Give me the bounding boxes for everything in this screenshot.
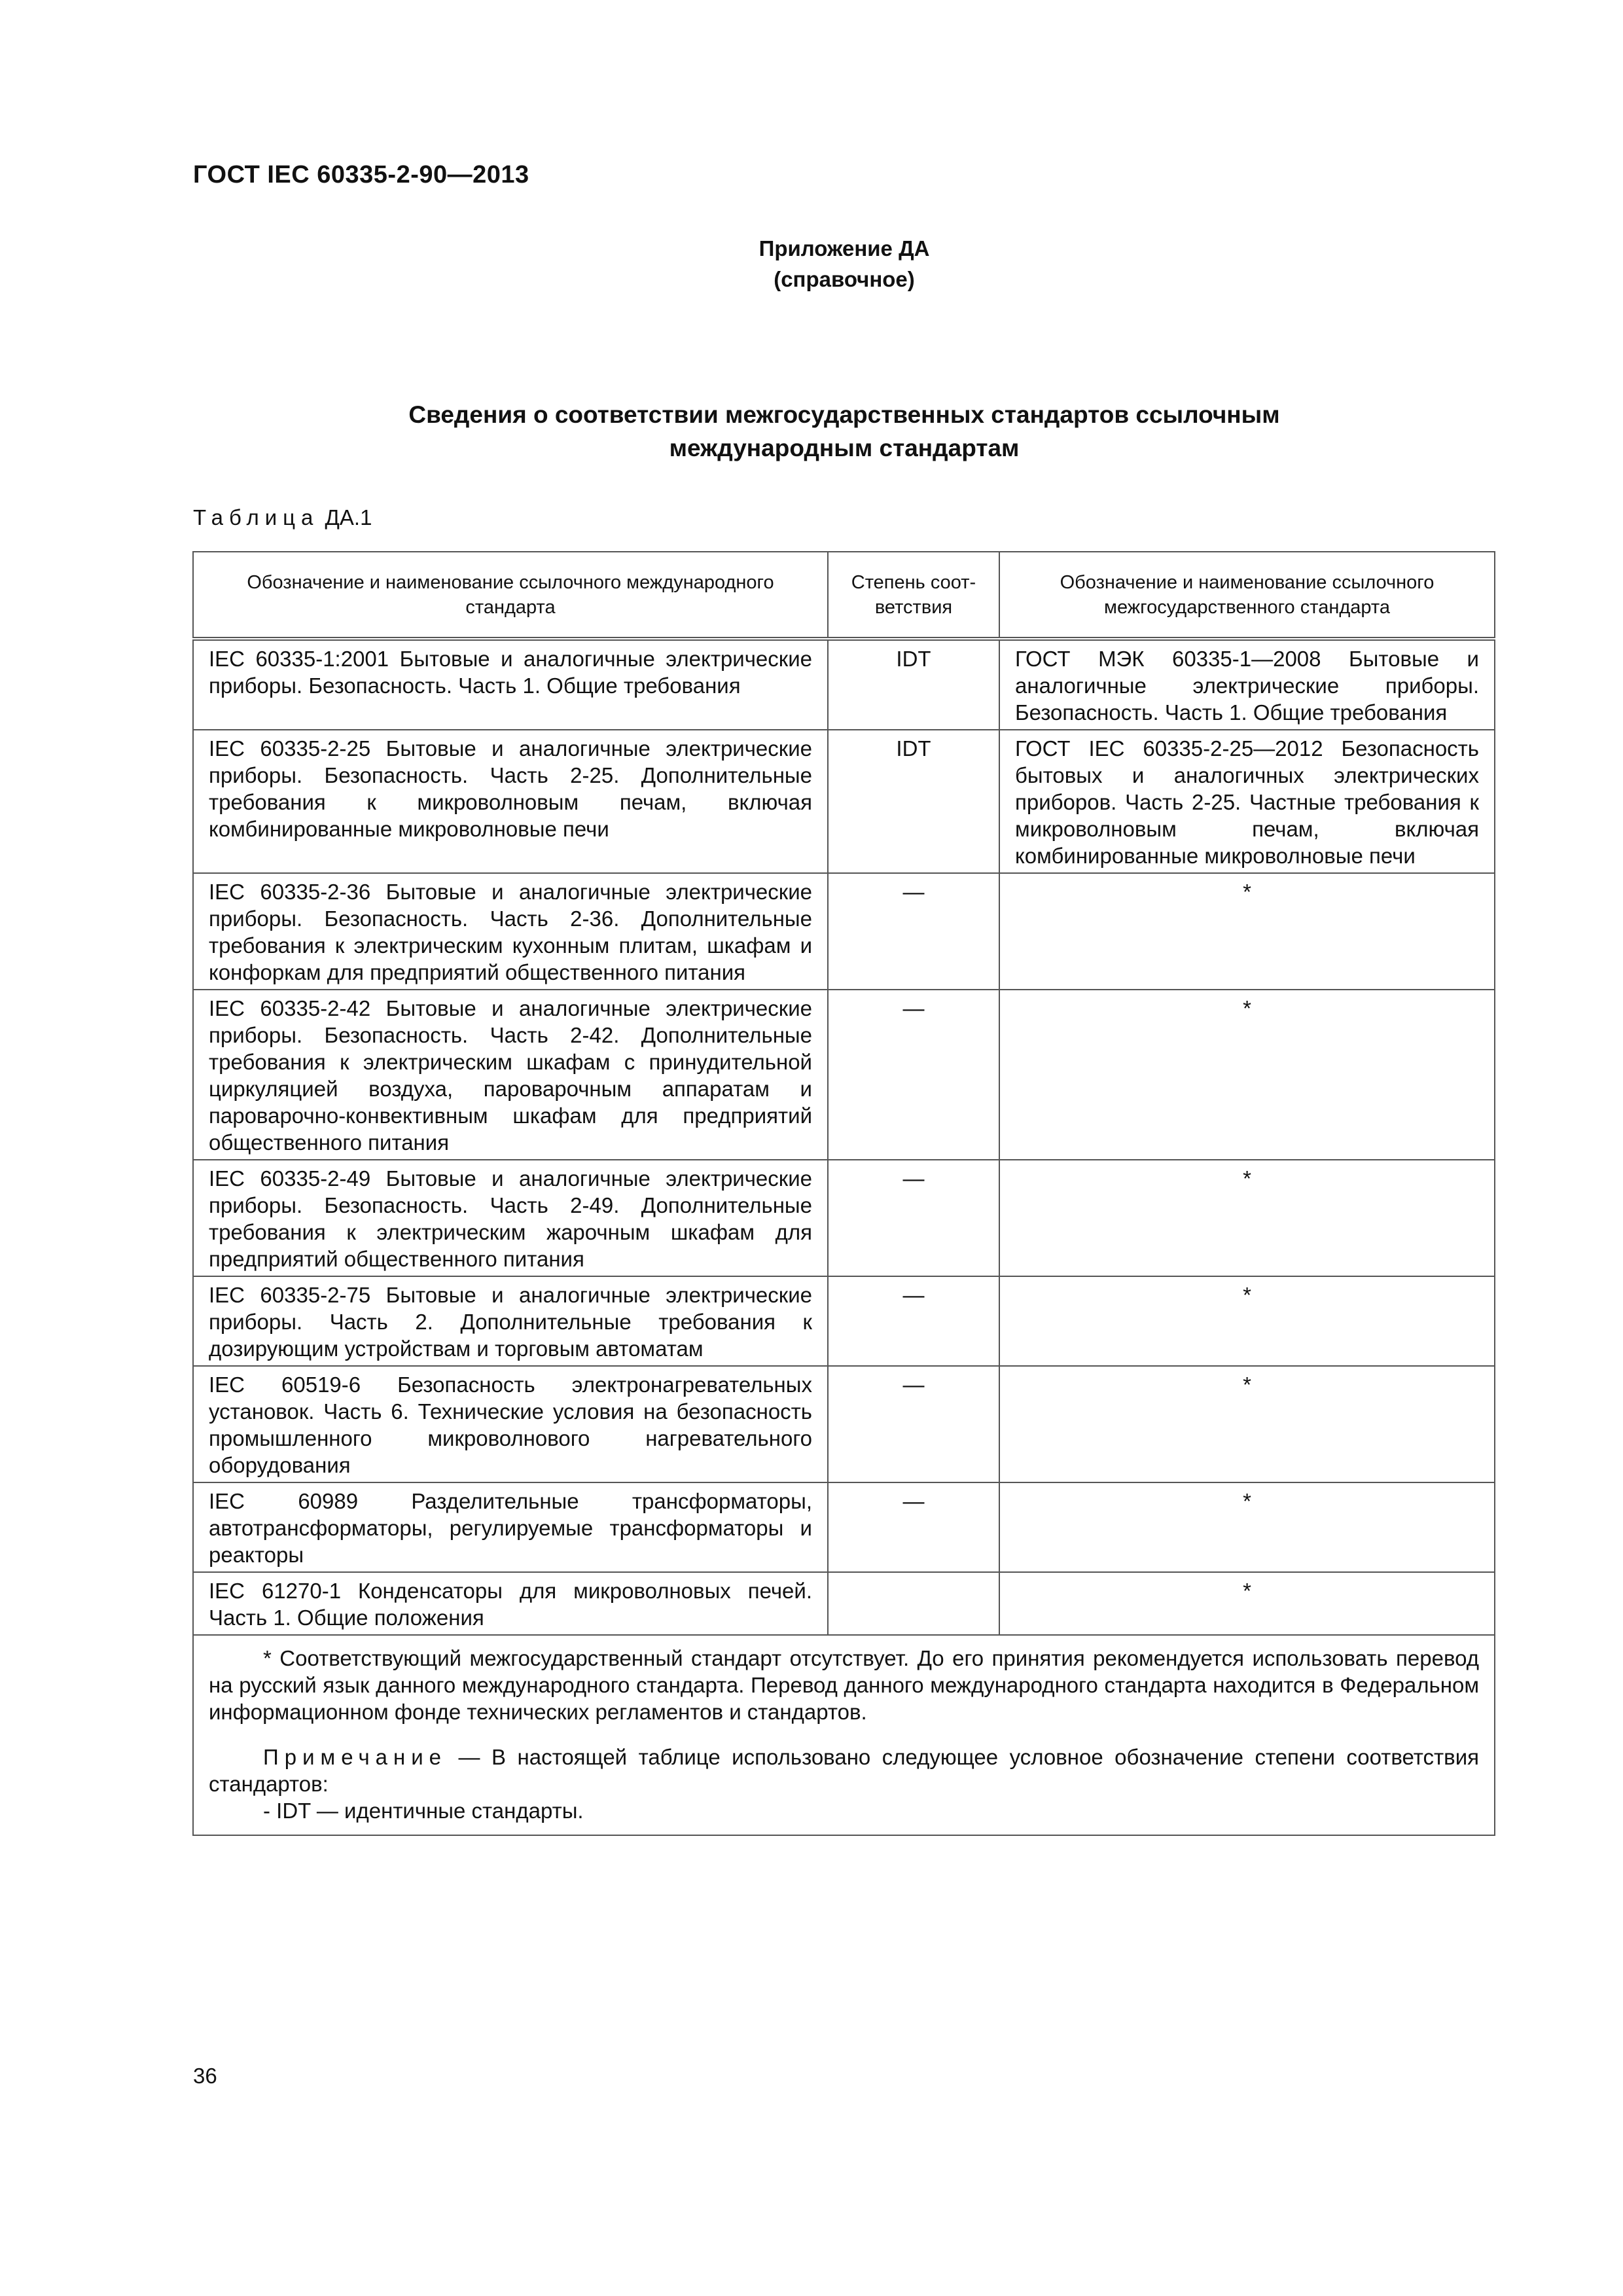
table-label-word: Таблица [193,505,319,529]
table-row [193,873,1495,990]
cell-interstate-standard: * [999,1572,1495,1635]
column-header-interstate: Обозначение и наименование ссылочного межгосударственного стандарта [999,552,1495,639]
cell-international-standard: IEC 60335-2-75 Бытовые и аналогичные электрические приборы. Часть 2. Дополнительные требования к дозирующим устройствам и торговым автоматам [193,1276,828,1366]
note-paragraph [209,1744,1479,1797]
cell-international-standard: IEC 61270-1 Конденсаторы для микроволновых печей. Часть 1. Общие положения [193,1572,828,1635]
appendix-heading [0,233,1623,295]
note-item: - IDT — идентичные стандарты. [263,1799,584,1823]
cell-international-standard: IEC 60519-6 Безопасность электронагревательных установок. Часть 6. Технические условия на безопасность промышленного микроволнового нагревательного оборудования [193,1366,828,1482]
table-header-row [193,552,1495,639]
appendix-kind: (справочное) [774,267,915,291]
appendix-label: Приложение ДА [758,236,930,260]
table-row [193,1160,1495,1276]
section-title-line-2: международным стандартам [669,435,1020,461]
table-row [193,1366,1495,1482]
cell-interstate-standard: * [999,1276,1495,1366]
cell-degree: — [828,1366,999,1482]
page-number: 36 [193,2064,217,2088]
cell-international-standard: IEC 60335-2-25 Бытовые и аналогичные электрические приборы. Безопасность. Часть 2-25. Дополнительные требования к микроволновым печам, включая комбинированные микроволновые печи [193,730,828,873]
table-row [193,1572,1495,1635]
table-row [193,1276,1495,1366]
table-row [193,730,1495,873]
table-row [193,1482,1495,1572]
cell-degree: — [828,990,999,1160]
table-row [193,990,1495,1160]
cell-international-standard: IEC 60989 Разделительные трансформаторы, автотрансформаторы, регулируемые трансформаторы и реакторы [193,1482,828,1572]
table-footnote [193,1635,1495,1835]
cell-degree: — [828,873,999,990]
cell-interstate-standard: * [999,1160,1495,1276]
cell-interstate-standard: * [999,990,1495,1160]
cell-international-standard: IEC 60335-2-36 Бытовые и аналогичные электрические приборы. Безопасность. Часть 2-36. Дополнительные требования к электрическим кухонным плитам, шкафам и конфоркам для предприятий общественного питания [193,873,828,990]
cell-international-standard: IEC 60335-2-42 Бытовые и аналогичные электрические приборы. Безопасность. Часть 2-42. Дополнительные требования к электрическим шкафам с принудительной циркуляцией воздуха, пароварочным аппаратам и пароварочно-конвективным шкафам для предприятий общественного питания [193,990,828,1160]
section-title-line-1: Сведения о соответствии межгосударственных стандартов ссылочным [408,401,1280,428]
cell-degree: — [828,1276,999,1366]
table-row [193,639,1495,730]
section-title [0,398,1623,465]
cell-interstate-standard: * [999,1366,1495,1482]
standards-table [192,551,1495,1836]
cell-degree [828,1572,999,1635]
column-header-degree: Степень соот-ветствия [828,552,999,639]
note-word: Примечание [263,1745,448,1769]
table-label [193,505,372,530]
cell-interstate-standard: * [999,873,1495,990]
cell-interstate-standard: ГОСТ МЭК 60335-1—2008 Бытовые и аналогичные электрические приборы. Безопасность. Часть 1. Общие требования [999,639,1495,730]
cell-interstate-standard: * [999,1482,1495,1572]
cell-international-standard: IEC 60335-2-49 Бытовые и аналогичные электрические приборы. Безопасность. Часть 2-49. Дополнительные требования к электрическим жарочным шкафам для предприятий общественного питания [193,1160,828,1276]
column-header-international: Обозначение и наименование ссылочного международного стандарта [193,552,828,639]
table-footnote-row [193,1635,1495,1835]
cell-degree: — [828,1160,999,1276]
footnote-text: * Соответствующий межгосударственный стандарт отсутствует. До его принятия рекомендуется использовать перевод на русский язык данного международного стандарта. Перевод данного международного стандарта находится в Федеральном информационном фонде технических регламентов и стандартов. [209,1646,1479,1724]
note-text: — В настоящей таблице использовано следующее условное обозначение степени соответствия стандартов: [209,1745,1479,1796]
cell-degree: IDT [828,730,999,873]
cell-degree: IDT [828,639,999,730]
table-label-number: ДА.1 [319,505,372,529]
cell-degree: — [828,1482,999,1572]
cell-international-standard: IEC 60335-1:2001 Бытовые и аналогичные электрические приборы. Безопасность. Часть 1. Общие требования [193,639,828,730]
cell-interstate-standard: ГОСТ IEC 60335-2-25—2012 Безопасность бытовых и аналогичных электрических приборов. Часть 2-25. Частные требования к микроволновым печам, включая комбинированные микроволновые печи [999,730,1495,873]
document-code: ГОСТ IEC 60335-2-90—2013 [193,161,529,188]
